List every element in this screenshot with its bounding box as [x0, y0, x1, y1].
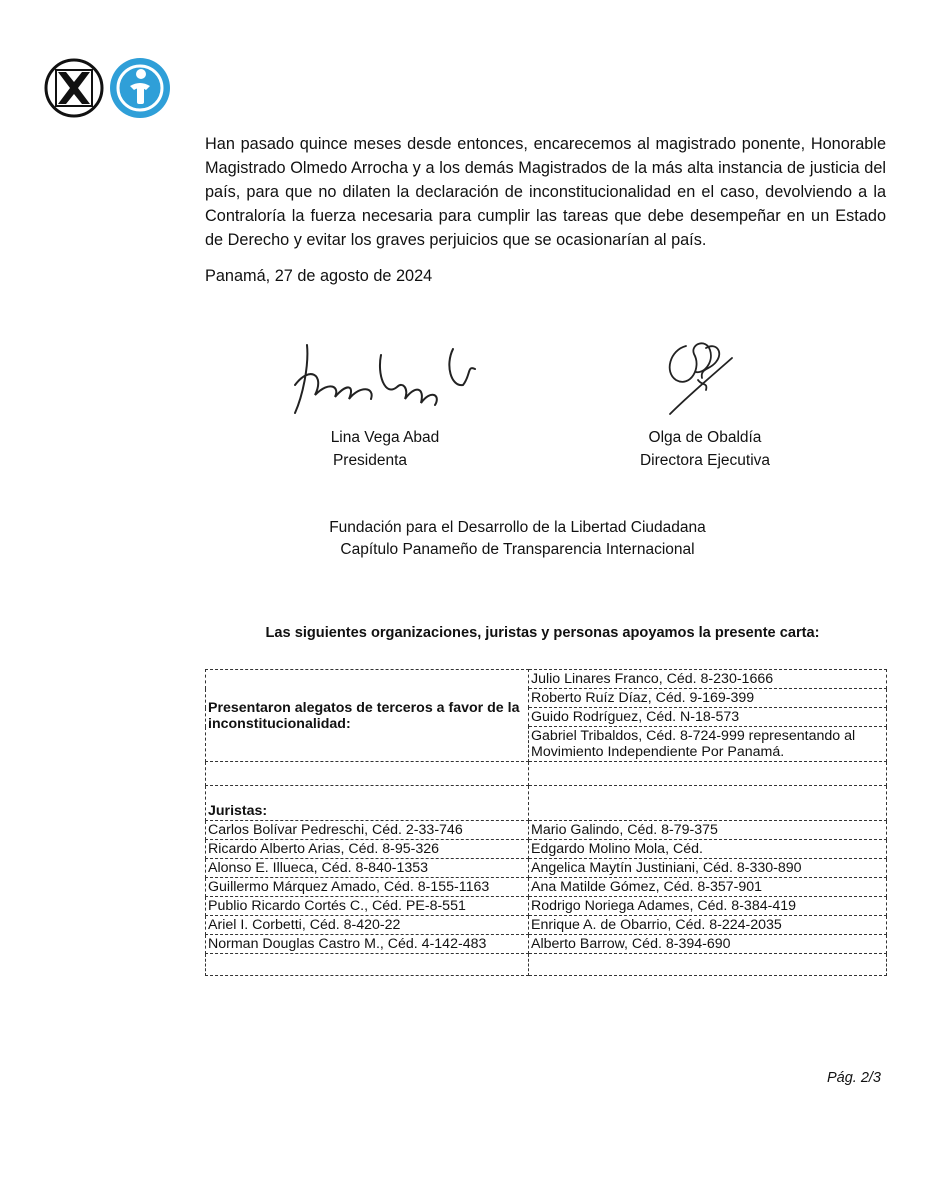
- table-cell: Alonso E. Illueca, Céd. 8-840-1353: [206, 859, 529, 878]
- table-cell: Angelica Maytín Justiniani, Céd. 8-330-890: [529, 859, 887, 878]
- table-row: [206, 821, 887, 840]
- signatory-name-1: Lina Vega Abad: [330, 429, 440, 446]
- page-number: Pág. 2/3: [826, 1070, 881, 1086]
- signature-olga-obaldia: [650, 328, 740, 423]
- table-cell: Roberto Ruíz Díaz, Céd. 9-169-399: [529, 689, 887, 708]
- table-row: [206, 840, 887, 859]
- table-row: [206, 897, 887, 916]
- table-row: [206, 859, 887, 878]
- transparency-logo-icon: [108, 56, 172, 120]
- table-cell: [206, 762, 529, 786]
- organization-name: Fundación para el Desarrollo de la Libertad Ciudadana: [329, 519, 706, 536]
- table-cell: Alberto Barrow, Céd. 8-394-690: [529, 935, 887, 954]
- third-parties-label: Presentaron alegatos de terceros a favor de la inconstitucionalidad:: [206, 670, 529, 762]
- table-row: [206, 935, 887, 954]
- table-row-empty: [206, 762, 887, 786]
- organization-chapter: Capítulo Panameño de Transparencia Internacional: [340, 541, 695, 558]
- table-cell: Gabriel Tribaldos, Céd. 8-724-999 representando al Movimiento Independiente Por Panamá.: [529, 727, 887, 762]
- signature-lina-vega: [285, 325, 485, 425]
- support-table: [205, 669, 887, 976]
- table-row: [206, 670, 887, 689]
- signatory-role-2: Directora Ejecutiva: [639, 452, 771, 469]
- letter-date: Panamá, 27 de agosto de 2024: [205, 267, 433, 285]
- table-cell: Enrique A. de Obarrio, Céd. 8-224-2035: [529, 916, 887, 935]
- jurists-label: Juristas:: [206, 786, 529, 821]
- signatory-name-2: Olga de Obaldía: [648, 429, 762, 446]
- body-paragraph: Han pasado quince meses desde entonces, encarecemos al magistrado ponente, Honorable Magistrado Olmedo Arrocha y a los demás Magistrados de la más alta instancia de justicia del país, para que no dilaten la declaración de inconstitucionalidad en el caso, devolviendo a la Contraloría la fuerza necesaria para cumplir las tareas que debe desempeñar en un Estado de Derecho y evitar los graves perjuicios que se ocasionarían al país.: [205, 135, 886, 249]
- signatory-role-1: Presidenta: [332, 452, 408, 469]
- table-cell: Publio Ricardo Cortés C., Céd. PE-8-551: [206, 897, 529, 916]
- support-heading: Las siguientes organizaciones, juristas y personas apoyamos la presente carta:: [265, 625, 820, 641]
- table-cell: Carlos Bolívar Pedreschi, Céd. 2-33-746: [206, 821, 529, 840]
- table-cell: [529, 786, 887, 821]
- table-cell: Norman Douglas Castro M., Céd. 4-142-483: [206, 935, 529, 954]
- table-cell: Guillermo Márquez Amado, Céd. 8-155-1163: [206, 878, 529, 897]
- table-cell: Ana Matilde Gómez, Céd. 8-357-901: [529, 878, 887, 897]
- table-cell: Mario Galindo, Céd. 8-79-375: [529, 821, 887, 840]
- table-cell: Edgardo Molino Mola, Céd.: [529, 840, 887, 859]
- table-cell: Rodrigo Noriega Adames, Céd. 8-384-419: [529, 897, 887, 916]
- table-cell: Guido Rodríguez, Céd. N-18-573: [529, 708, 887, 727]
- table-row: [206, 878, 887, 897]
- table-cell: Julio Linares Franco, Céd. 8-230-1666: [529, 670, 887, 689]
- table-row-empty: [206, 954, 887, 976]
- table-cell: [529, 762, 887, 786]
- table-cell: [529, 954, 887, 976]
- table-row: [206, 786, 887, 821]
- table-cell: [206, 954, 529, 976]
- table-cell: Ariel I. Corbetti, Céd. 8-420-22: [206, 916, 529, 935]
- table-cell: Ricardo Alberto Arias, Céd. 8-95-326: [206, 840, 529, 859]
- table-row: [206, 916, 887, 935]
- x-logo-icon: [44, 58, 104, 118]
